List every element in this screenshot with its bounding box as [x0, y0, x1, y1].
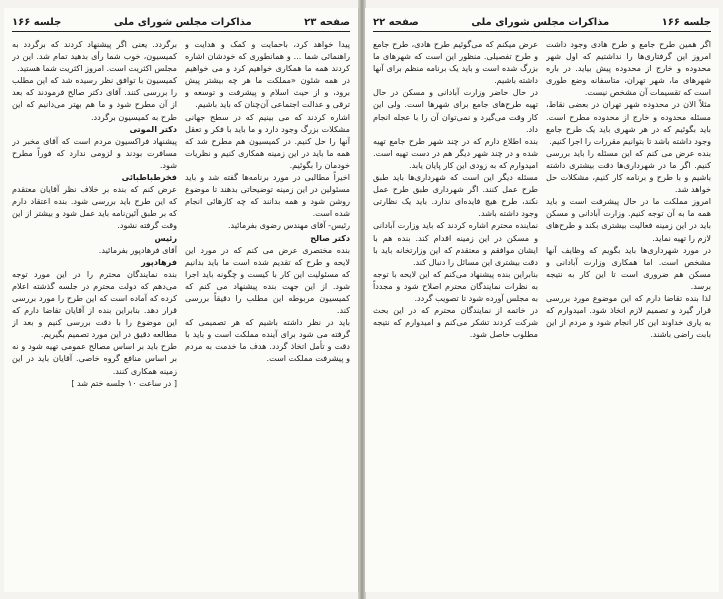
paragraph: مسئله دیگر این است که شهرداری‌ها باید طبق طرح عمل کنند. اگر شهرداری طبق طرح عمل نکند، طرح هیچ فایده‌ای ندارد. باید یک نظارتی وجود داشته باشد.	[373, 172, 538, 219]
right-page-column-left	[373, 38, 538, 582]
speaker-name: دکتر الموتی	[129, 123, 177, 134]
header-rule	[12, 31, 350, 32]
right-page-number: صفحه ۲۲	[373, 16, 419, 28]
right-page-header	[373, 14, 711, 30]
paragraph: رئیس- آقای مهندس رضوی بفرمائید.	[227, 220, 350, 231]
paragraph: بنده اطلاع دارم که در چند شهر طرح جامع تهیه شده و در چند شهر دیگر هم در دست تهیه است. امیدوارم که به زودی این کار پایان یابد.	[373, 135, 538, 170]
paragraph: اشاره کردند که می بینیم که در سطح جهانی مشکلات بزرگ وجود دارد و ما باید با فکر و تعقل آنها را حل کنیم. در کمیسیون هم مطرح شد که همه ما باید در این زمینه همکاری کنیم و نظریات خودمان را بگوئیم.	[185, 111, 350, 170]
paragraph: پیشنهاد فراکسیون مردم است که آقای مخبر در مسافرت بودند و لزومی ندارد که فوراً مطرح شود.	[12, 135, 177, 170]
left-page-columns	[12, 38, 350, 582]
paragraph: مثلاً الان در محدوده شهر تهران در بعضی نقاط، مسئله محدوده و خارج از محدوده مطرح است. باید بگوئیم که در هر شهری باید یک طرح جامع وجود داشته باشد تا بتوانیم مقررات را اجرا کنیم.	[546, 99, 711, 146]
paragraph: در حال حاضر وزارت آبادانی و مسکن در حال تهیه طرح‌های جامع برای شهرها است. ولی این کار وقت می‌گیرد و نمی‌توان آن را با عجله انجام داد.	[373, 87, 538, 134]
left-page-session: جلسه ۱۶۶	[12, 16, 62, 28]
paragraph: بنده مختصری عرض می کنم که در مورد این لایحه و طرح که تقدیم شده است ما باید بدانیم که مسئولیت این کار با کیست و چگونه باید اجرا شود. از این جهت بنده پیشنهاد می کنم که کمیسیون مربوطه این مطلب را دقیقاً بررسی کند.	[185, 244, 350, 316]
paragraph: بنابراین بنده پیشنهاد می‌کنم که این لایحه با توجه به نظرات نمایندگان محترم اصلاح شود و مجدداً به مجلس آورده شود تا تصویب گردد.	[373, 268, 538, 303]
paragraph: عرض میکنم که می‌گوئیم طرح هادی، طرح جامع و طرح تفصیلی. منظور این است که شهرهای ما بزرگ شده است و باید یک برنامه منظم برای آنها داشته باشیم.	[373, 39, 538, 86]
left-page-number: صفحه ۲۳	[304, 16, 350, 28]
left-page-column-left	[12, 38, 177, 582]
right-page	[364, 8, 719, 592]
paragraph: بنده عرض می کنم که این مسئله را باید بررسی کنیم. اگر ما در شهرداری‌ها دقت بیشتری داشته باشیم و با طرح و برنامه کار کنیم، مشکلات حل خواهد شد.	[546, 147, 711, 195]
header-rule	[373, 31, 711, 32]
paragraph: بنده نمایندگان محترم را در این مورد توجه می‌دهم که دولت محترم در جلسه گذشته اعلام کرده که آماده است که این طرح را مورد بررسی قرار دهد. بنابراین بنده از آقایان تقاضا دارم که این موضوع را با دقت بررسی کنیم و بعد از مطالعه دقیق در این مورد تصمیم بگیریم.	[12, 268, 177, 340]
speaker-name: رئیس	[154, 232, 177, 243]
paragraph: عرض کنم که بنده بر خلاف نظر آقایان معتقدم که این طرح باید بررسی شود. بنده اعتقاد دارم که بر طبق آئین‌نامه باید عمل شود و بیشتر از این وقت گرفته نشود.	[12, 184, 177, 231]
right-page-column-right	[546, 38, 711, 582]
paragraph: کمیسیون با توافق نظر رسیده شد که این مطلب را بررسی کنند. آقای دکتر صالح فرمودند که بعد از آن مطرح شود و ما هم بهتر می‌دانیم که این طرح به کمیسیون برگردد.	[12, 75, 177, 122]
speaker-name: دکتر صالح	[310, 232, 350, 243]
paragraph: نماینده محترم اشاره کردند که باید وزارت آبادانی و مسکن در این زمینه اقدام کند. بنده هم با ایشان موافقم و معتقدم که این وزارتخانه باید با دقت بیشتری این مسائل را دنبال کند.	[373, 220, 538, 267]
left-page-column-right	[185, 38, 350, 582]
paragraph: اگر همین طرح جامع و طرح هادی وجود داشت امروز این گرفتاری‌ها را نداشتیم که اول شهر محدوده و خارج از محدوده پیش بیاید. در باره شهرهای ما، شهر تهران، متاسفانه وضع طوری است که تقسیمات آن مشخص نیست.	[546, 39, 711, 98]
speaker-name: فرهادپور	[141, 256, 177, 267]
paragraph: در خاتمه از نمایندگان محترم که در این بحث شرکت کردند تشکر می‌کنم و امیدوارم که نتیجه مطلوب حاصل شود.	[373, 305, 538, 340]
right-page-session: جلسه ۱۶۶	[661, 16, 711, 28]
paragraph: طرح باید بر اساس مصالح عمومی تهیه شود و نه بر اساس منافع گروه خاصی. آقایان باید در این زمینه همکاری کنند.	[12, 341, 177, 376]
left-page	[4, 8, 359, 592]
paragraph: امروز مملکت ما در حال پیشرفت است و باید همه ما به آن توجه کنیم. وزارت آبادانی و مسکن باید در این زمینه فعالیت بیشتری بکند و طرح‌های لازم را تهیه نماید.	[546, 196, 711, 243]
right-page-columns	[373, 38, 711, 582]
right-page-title: مذاکرات مجلس شورای ملی	[471, 16, 610, 28]
paragraph: لذا بنده تقاضا دارم که این موضوع مورد بررسی قرار گیرد و تصمیم لازم اتخاذ شود. امیدوارم که به یاری خداوند این کار انجام شود و مردم از این بابت راضی باشند.	[546, 292, 711, 340]
left-page-title: مذاکرات مجلس شورای ملی	[113, 16, 252, 28]
paragraph: باید در نظر داشته باشیم که هر تصمیمی که گرفته می شود برای آینده مملکت است و باید با دقت و تأمل اتخاذ گردد. هدف ما خدمت به مردم و پیشرفت مملکت است.	[185, 317, 350, 364]
paragraph: برگردد. یعنی اگر پیشنهاد کردند که برگردد به کمیسیون، خوب شما رأی بدهید تمام شد. این در مجلس اکثریت است. امروز اکثریت شما هستید.	[12, 39, 177, 74]
paragraph: اخیراً مطالبی در مورد برنامه‌ها گفته شد و باید مسئولین در این زمینه توضیحاتی بدهند تا موضوع روشن شود و همه بدانند که چه کارهائی انجام شده است.	[185, 172, 350, 219]
paragraph: [ در ساعت ۱۰ جلسه ختم شد ]	[71, 377, 177, 388]
paragraph: آقای فرهادپور بفرمائید.	[98, 244, 177, 255]
paragraph: پیدا خواهد کرد، باحمایت و کمک و هدایت و راهنمائی شما ... و همانطوری که خودشان اشاره کردند همه ما همکاری خواهیم کرد و می خواهیم در همه شئون «مملکت ما هر چه بیشتر پیش برود، و از حیث اسلام و پیشرفت و توسعه و ترقی و عدالت اجتماعی آن‌چنان که باید باشیم.	[185, 39, 350, 110]
left-page-header	[12, 14, 350, 30]
paragraph: در مورد شهرداری‌ها باید بگویم که وظایف آنها مشخص است. اما همکاری وزارت آبادانی و مسکن هم ضروری است تا این کار به نتیجه برسد.	[546, 244, 711, 291]
speaker-name: فخرطباطبائی	[121, 172, 177, 183]
